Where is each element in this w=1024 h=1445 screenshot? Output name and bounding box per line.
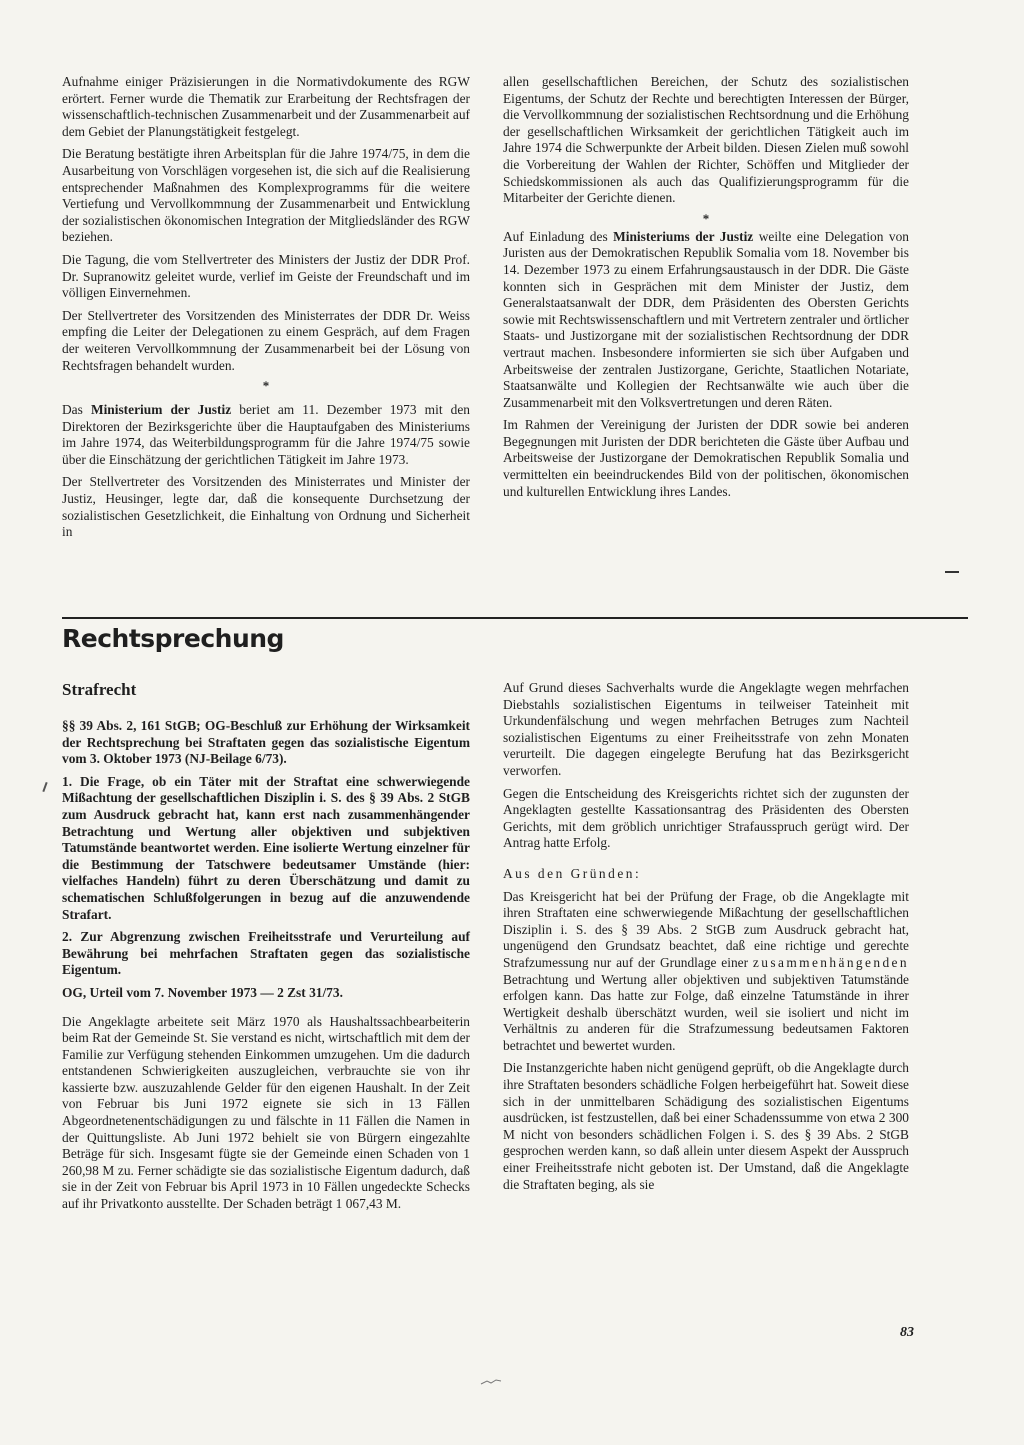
reasons-heading: Aus den Gründen: — [503, 865, 642, 881]
text-span: Das — [62, 402, 91, 418]
headnote-2: 2. Zur Abgrenzung zwischen Freiheitsstrafe und Verurteilung auf Bewährung bei mehrfachen Straftaten gegen das sozialistische Eigentum. — [62, 929, 470, 978]
section-rule — [62, 617, 968, 619]
margin-mark — [42, 782, 47, 792]
text-span: beriet am 11. Dezember 1973 mit den Direktoren der Bezirksgerichte über die Hauptaufgaben des Ministeriums im Jahre 1974, das Weiterbildungsprogramm für die Jahre 1974/75 sowie über die Einschätzung der gerichtlichen Tätigkeit im Jahre 1973. — [62, 402, 470, 467]
paragraph: Die Instanzgerichte haben nicht genügend geprüft, ob die Angeklagte durch ihre Straftaten besonders schädliche Folgen herbeigeführt hat. Soweit diese sich in der unmittelbaren Schädigung des sozialistischen Eigentums ausdrücken, ist festzustellen, daß bei einer Schadenssumme von etwa 2 300 M nicht von besonders schädlichen Folgen i. S. des § 39 Abs. 2 StGB gesprochen werden kann, so daß allein unter diesem Aspekt der Ausspruch einer Freiheitsstrafe nicht geboten ist. Der Umstand, daß die Angeklagte die Straftaten beging, als sie — [503, 1060, 909, 1192]
top-left-column — [62, 74, 470, 547]
paragraph: Der Stellvertreter des Vorsitzenden des Ministerrates und Minister der Justiz, Heusinger, legte dar, daß die konsequente Durchsetzung der sozialistischen Gesetzlichkeit, die Einhaltung von Ordnung und Sicherheit in — [62, 474, 470, 540]
paragraph: Im Rahmen der Vereinigung der Juristen der DDR sowie bei anderen Begegnungen mit Juristen der DDR berichteten die Gäste über Aufbau und Arbeitsweise der Justizorgane der Demokratischen Republik Somalia und vermittelten ein beeindruckendes Bild von der politischen, ökonomischen und kulturellen Entwicklung ihres Landes. — [503, 417, 909, 499]
top-right-column — [503, 74, 909, 506]
bold-span: Ministerium der Justiz — [90, 402, 232, 418]
spaced-span: zusammenhängenden — [752, 954, 909, 970]
bold-span: Ministeriums der Justiz — [613, 228, 754, 244]
pen-mark — [480, 1378, 502, 1386]
paragraph — [503, 889, 909, 1055]
paragraph — [503, 229, 909, 412]
margin-mark — [945, 571, 959, 573]
bottom-right-column — [503, 680, 909, 1199]
judgment-reference: OG, Urteil vom 7. November 1973 — 2 Zst 31/73. — [62, 984, 343, 1000]
section-title: Rechtsprechung — [62, 624, 284, 653]
text-span: weilte eine Delegation von Juristen aus der Demokratischen Republik Somalia vom 18. November bis 14. Dezember 1973 zu einem Erfahrungsaustausch in der DDR. Die Gäste konnten sich in Gesprächen mit dem Minister der Justiz, dem Generalstaatsanwalt der DDR, dem Präsidenten des Obersten Gerichts sowie mit Rechtswissenschaftlern und mit Vertretern zentraler und örtlicher Staats- und Justizorgane mit der sozialistischen Rechtsordnung der DDR vertraut machen. Insbesondere informierten sie sich über Aufgaben und Arbeitsweise der zentralen Justizorgane, Gerichte, Staatlichen Notariate, Staatsanwälte und Kollegien der Rechtsanwälte wie auch über die Zusammenarbeit mit den Volksvertretungen und deren Räten. — [503, 228, 909, 410]
subsection-title: Strafrecht — [62, 680, 137, 699]
bottom-left-column — [62, 718, 470, 1219]
paragraph: Der Stellvertreter des Vorsitzenden des Ministerrates der DDR Dr. Weiss empfing die Leiter der Delegationen zu einem Gespräch, auf dem Fragen der weiteren Vervollkommnung der Zusammenarbeit bei der Lösung von Rechtsfragen behandelt wurden. — [62, 307, 470, 373]
paragraph: Die Angeklagte arbeitete seit März 1970 als Haushaltssachbearbeiterin beim Rat der Gemeinde St. Sie verstand es nicht, wirtschaftlich mit dem der Familie zur Verfügung stehenden Einkommen umzugehen. Um die dadurch entstandenen Schwierigkeiten auszugleichen, verbrauchte sie von ihr kassierte bzw. auszuzahlende Gelder für den eigenen Haushalt. In der Zeit von Februar bis Juni 1972 eignete sie sich in 13 Fällen Abgeordnetenentschädigungen zu und fälschte in 11 Fällen die Namen in der Quittungsliste. Ab Juni 1972 behielt sie von Bürgern eingezahlte Beträge für sich. Insgesamt fügte sie der Gemeinde einen Schaden von 1 260,98 M zu. Ferner schädigte sie das sozialistische Eigentum dadurch, daß sie in der Zeit von Februar bis April 1973 in 10 Fällen ungedeckte Schecks auf ihr Privatkonto ausstellte. Der Schaden beträgt 1 067,43 M. — [62, 1013, 470, 1212]
separator-star: * — [702, 210, 710, 226]
page-number: 83 — [900, 1325, 914, 1340]
separator-star: * — [262, 378, 270, 394]
paragraph — [62, 402, 470, 468]
paragraph: Die Tagung, die vom Stellvertreter des Ministers der Justiz der DDR Prof. Dr. Supranowitz geleitet wurde, verlief im Geiste der Freundschaft und im völligen Einvernehmen. — [62, 251, 470, 301]
paragraph: allen gesellschaftlichen Bereichen, der Schutz des sozialistischen Eigentums, der Schutz der Rechte und berechtigten Interessen der Bürger, die Vervollkommnung der sozialistischen Rechtsordnung und die Erhöhung der gesellschaftlichen Wirksamkeit der gerichtlichen Tätigkeit auch im Jahre 1974 die Schwerpunkte der Arbeit bilden. Diesen Zielen muß sowohl die Vorbereitung der Wahlen der Richter, Schöffen und Mitglieder der Schiedskommissionen als auch das Qualifizierungsprogramm für die Mitarbeiter der Gerichte dienen. — [503, 74, 909, 206]
headnote-1: 1. Die Frage, ob ein Täter mit der Straftat eine schwerwiegende Mißachtung der gesellschaftlichen Disziplin i. S. des § 39 Abs. 2 StGB zum Ausdruck gebracht hat, kann erst nach zusammenhängender Betrachtung und Wertung aller objektiven und subjektiven Tatumstände beantwortet werden. Eine isolierte Wertung einzelner für die Bestimmung der Tatschwere bedeutsamer Umstände (hier: vielfaches Handeln) führt zu deren Überschätzung und damit zu schematischen Schlußfolgerungen in bezug auf die anzuwendende Strafart. — [62, 773, 470, 922]
paragraph: Die Beratung bestätigte ihren Arbeitsplan für die Jahre 1974/75, in dem die Ausarbeitung von Vorschlägen vorgesehen ist, die sich auf die Realisierung entsprechender Maßnahmen des Komplexprogramms für die weitere Vertiefung und Vervollkommnung der Zusammenarbeit und Entwicklung der sozialistischen ökonomischen Integration der Mitgliedsländer des RGW beziehen. — [62, 146, 470, 245]
text-span: Das Kreisgericht hat bei der Prüfung der Frage, ob die Angeklagte mit ihren Straftaten eine schwerwiegende Mißachtung der gesellschaftlichen Disziplin i. S. des § 39 Abs. 2 StGB zum Ausdruck gebracht hat, ungenügend den Grundsatz beachtet, daß eine richtige und gerechte Strafzumessung nur auf der Grundlage einer — [503, 888, 909, 970]
text-span: Auf Einladung des — [503, 228, 614, 244]
norm-citation: §§ 39 Abs. 2, 161 StGB; OG-Beschluß zur Erhöhung der Wirksamkeit der Rechtsprechung bei Straftaten gegen das sozialistische Eigentum vom 3. Oktober 1973 (NJ-Beilage 6/73). — [62, 718, 470, 767]
text-span: Betrachtung und Wertung aller objektiven und subjektiven Tatumstände erfolgen kann. Das hatte zur Folge, daß einzelne Tatumstände in ihrer Wertigkeit deshalb überschätzt wurden, weil sie isoliert und nicht im Verhältnis zu anderen für die Strafzumessung bedeutsamen Faktoren betrachtet und bewertet wurden. — [503, 971, 909, 1053]
paragraph: Gegen die Entscheidung des Kreisgerichts richtet sich der zugunsten der Angeklagten gestellte Kassationsantrag des Präsidenten des Obersten Gerichts, mit dem gröblich unrichtiger Strafausspruch gerügt wird. Der Antrag hatte Erfolg. — [503, 785, 909, 851]
paragraph: Auf Grund dieses Sachverhalts wurde die Angeklagte wegen mehrfachen Diebstahls sozialistischen Eigentums in teilweiser Tateinheit mit Urkundenfälschung und wegen mehrfachen Betruges zum Nachteil sozialistischen Eigentums zu einer Freiheitsstrafe von zehn Monaten verurteilt. Die dagegen eingelegte Berufung hat das Bezirksgericht verworfen. — [503, 680, 909, 778]
paragraph: Aufnahme einiger Präzisierungen in die Normativdokumente des RGW erörtert. Ferner wurde die Thematik zur Erarbeitung der Rechtsfragen der wissenschaftlich-technischen Zusammenarbeit und der Zusammenarbeit auf dem Gebiet der Planungstätigkeit festgelegt. — [62, 74, 470, 139]
